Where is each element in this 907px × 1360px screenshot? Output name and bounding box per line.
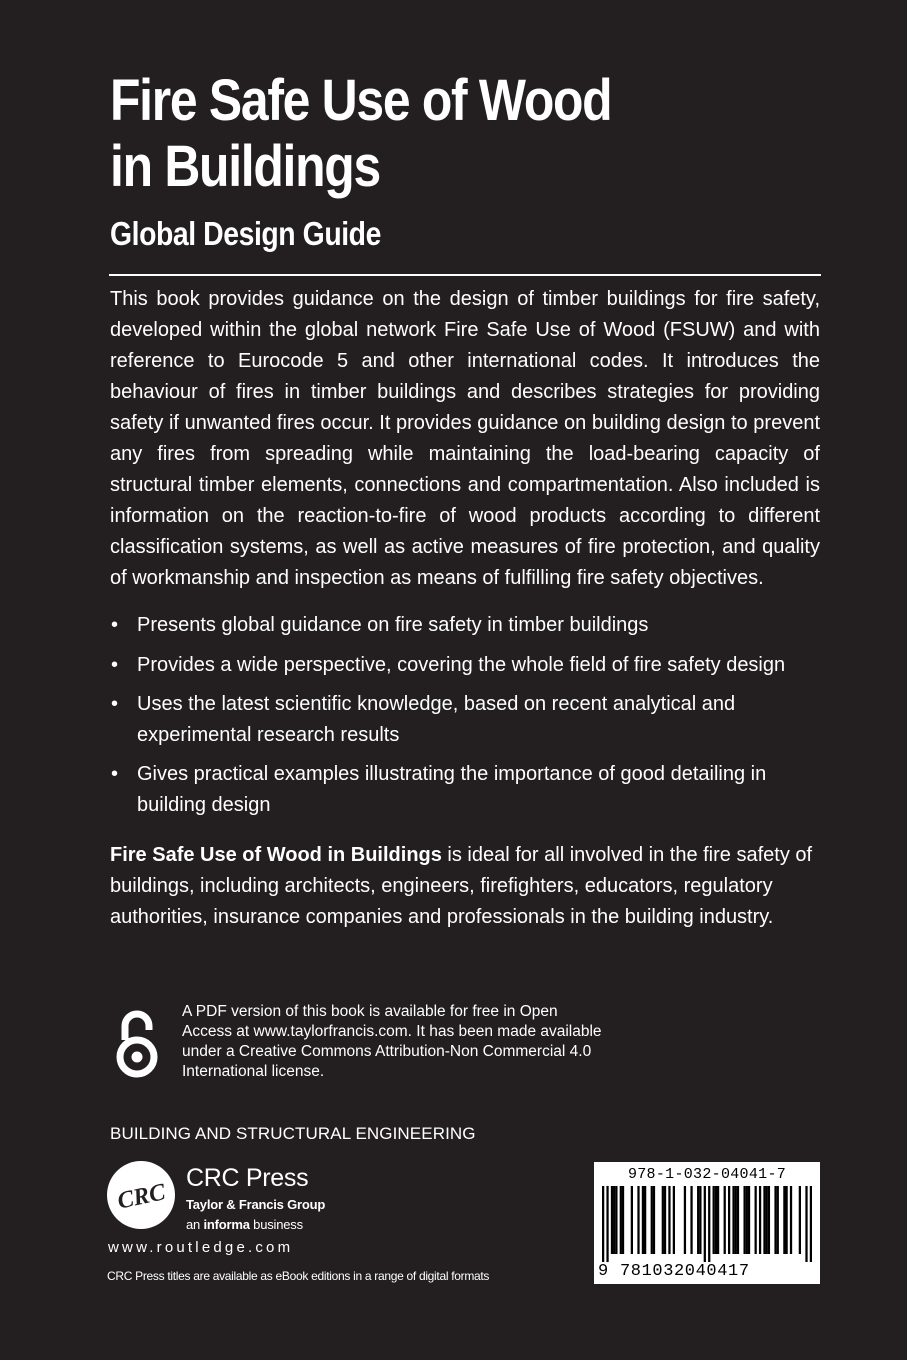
barcode-bar [724,1186,726,1254]
list-item-text: Gives practical examples illustrating the importance of good detailing in building design [137,763,767,816]
barcode-bar [737,1186,739,1254]
barcode-bar [805,1186,807,1262]
barcode-bar [611,1186,613,1254]
list-item [110,610,820,641]
publisher-informa-line: an informa business [186,1217,303,1232]
bullet-icon: • [111,614,119,636]
audience-text: is ideal for all involved in the fire safety of buildings, including architects, engineers, firefighters, educators, regulatory authorities, insurance companies and professionals in the building industry. [110,844,813,928]
list-item [110,650,820,681]
barcode-bar [763,1186,765,1254]
barcode-bar [651,1186,653,1254]
ebook-note: CRC Press titles are available as eBook editions in a range of digital formats [107,1269,490,1283]
barcode-bar [715,1186,717,1254]
publisher-name: CRC Press [186,1164,309,1192]
barcode-bar [620,1186,622,1254]
barcode-bar [777,1186,779,1254]
crc-logo-text: CRC [115,1179,168,1215]
barcode-bar [783,1186,785,1254]
barcode-bar [664,1186,666,1254]
barcode-bar [713,1186,715,1254]
barcode-bar [662,1186,664,1254]
barcode-bar [704,1186,706,1262]
barcode-bar [708,1186,710,1262]
barcode-bar [728,1186,730,1254]
barcode-digit-string: 781032040417 [620,1262,750,1281]
barcode-bar [699,1186,701,1254]
publisher-group: Taylor & Francis Group [186,1197,326,1212]
audience-paragraph [110,840,820,933]
barcode-bar [759,1186,761,1254]
barcode-bar [748,1186,750,1254]
barcode-bar [668,1186,670,1254]
audience-book-title: Fire Safe Use of Wood in Buildings [110,844,442,866]
list-item-text: Presents global guidance on fire safety in timber buildings [137,614,649,636]
title-divider [109,274,821,276]
book-subtitle: Global Design Guide [110,215,381,252]
barcode-lead-digit: 9 [598,1262,609,1281]
barcode-bar [735,1186,737,1254]
barcode-bar [602,1186,604,1262]
barcode-bar [644,1186,646,1254]
bullet-icon: • [111,693,119,715]
barcode-bar [613,1186,615,1254]
barcode-bar [631,1186,633,1254]
barcode-bar [799,1186,801,1254]
open-lock-icon [112,1006,162,1078]
list-item [110,689,820,750]
barcode-bar [606,1186,608,1262]
book-title [110,68,611,200]
barcode-bar [743,1186,745,1254]
barcode-bars [602,1186,812,1262]
barcode-bar [810,1186,812,1262]
list-item [110,759,820,820]
barcode-bar [790,1186,792,1254]
list-item-text: Provides a wide perspective, covering the whole field of fire safety design [137,653,786,676]
bullet-icon: • [111,653,119,676]
barcode-bar [717,1186,719,1254]
list-item-text: Uses the latest scientific knowledge, based on recent analytical and experimental research results [137,693,736,746]
bullet-icon: • [111,763,119,785]
description-paragraph: This book provides guidance on the design of timber buildings for fire safety, developed within the global network Fire Safe Use of Wood (FSUW) and with reference to Eurocode 5 and other international codes. It introduces the behaviour of fires in timber buildings and describes strategies for providing safety if unwanted fires occur. It provides guidance on building design to prevent any fires from spreading while maintaining the load-bearing capacity of structural timber elements, connections and compartmentation. Also included is information on the reaction-to-fire of wood products according to different classification systems, as well as active measures of fire protection, and quality of workmanship and inspection as means of fulfilling fire safety objectives. [110,288,820,589]
isbn-barcode [594,1162,820,1284]
barcode-bar [690,1186,692,1254]
barcode-bar [785,1186,787,1254]
barcode-bar [622,1186,624,1254]
barcode-bar [615,1186,617,1254]
barcode-bar [637,1186,639,1254]
book-title-line-2: in Buildings [110,134,380,199]
isbn-number: 978-1-032-04041-7 [627,1166,787,1183]
book-title-line-1: Fire Safe Use of Wood [110,68,612,133]
feature-list [110,610,820,829]
barcode-bar [653,1186,655,1254]
barcode-bar [697,1186,699,1254]
barcode-bar [673,1186,675,1254]
barcode-bar [732,1186,734,1254]
crc-logo [106,1160,176,1230]
barcode-bar [755,1186,757,1254]
publisher-website[interactable]: www.routledge.com [108,1239,294,1256]
subject-category: BUILDING AND STRUCTURAL ENGINEERING [110,1124,476,1143]
barcode-bar [774,1186,776,1254]
open-access-note: A PDF version of this book is available for free in Open Access at www.taylorfrancis.com. It has been made available under a Creative Commons Attribution-Non Commercial 4.0 International license. [182,1003,602,1080]
barcode-bar [684,1186,686,1254]
barcode-bar [642,1186,644,1254]
barcode-bar [746,1186,748,1254]
barcode-bar [768,1186,770,1254]
barcode-bar [766,1186,768,1254]
